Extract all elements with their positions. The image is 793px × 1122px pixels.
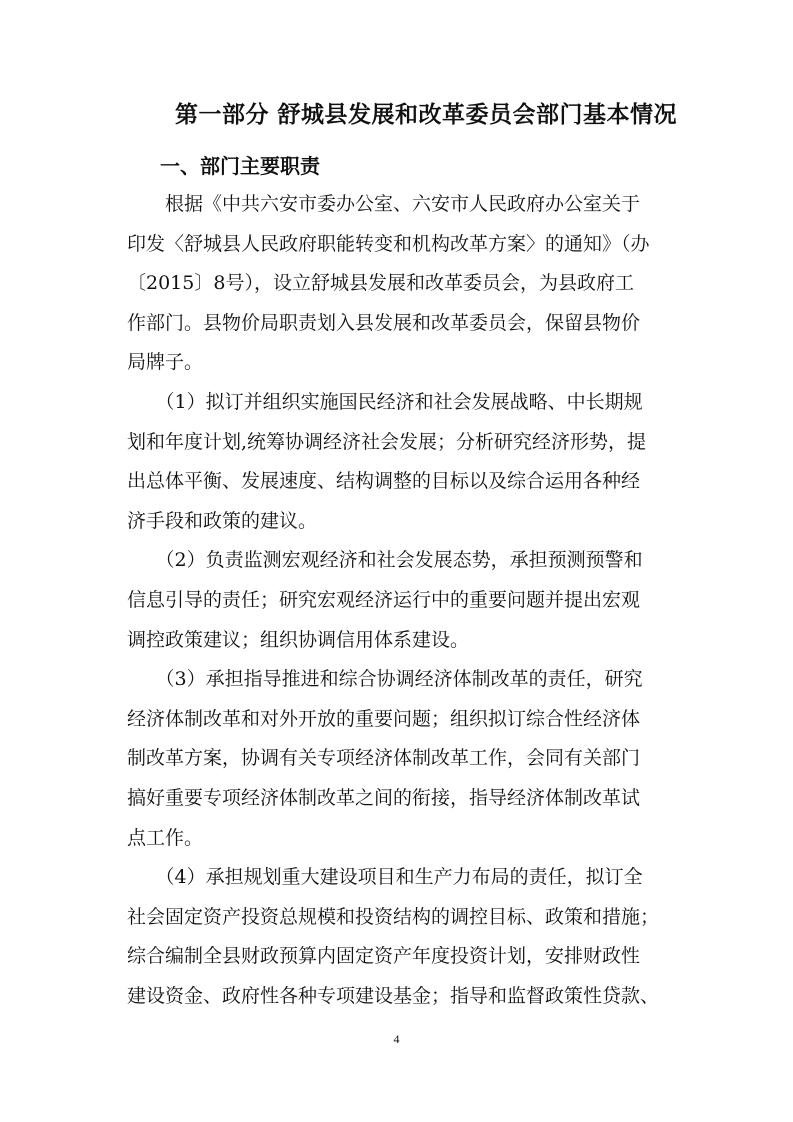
text-line: 调控政策建议；组织协调信用体系建设。	[127, 628, 470, 651]
paragraph	[127, 858, 697, 1016]
text-line: 建设资金、政府性各种专项建设基金；指导和监督政策性贷款、	[127, 984, 660, 1007]
text-line: 经济体制改革和对外开放的重要问题；组织拟订综合性经济体	[127, 707, 641, 730]
text-line: （1）拟订并组织实施国民经济和社会发展战略、中长期规	[127, 390, 643, 413]
body-content	[127, 185, 697, 1016]
text-line: （4）承担规划重大建设项目和生产力布局的责任，拟订全	[127, 866, 643, 889]
paragraph	[127, 541, 697, 660]
text-line: 点工作。	[127, 826, 204, 849]
text-line: 作部门。县物价局职责划入县发展和改革委员会，保留县物价	[127, 311, 641, 334]
text-line: 搞好重要专项经济体制改革之间的衔接，指导经济体制改革试	[127, 786, 641, 809]
text-line: 社会固定资产投资总规模和投资结构的调控目标、政策和措施；	[127, 905, 660, 928]
text-line: 根据《中共六安市委办公室、六安市人民政府办公室关于	[127, 193, 641, 215]
text-line: 综合编制全县财政预算内固定资产年度投资计划，安排财政性	[127, 945, 641, 968]
text-line: 出总体平衡、发展速度、结构调整的目标以及综合运用各种经	[127, 470, 641, 493]
text-line: 济手段和政策的建议。	[127, 509, 318, 532]
text-line: 印发〈舒城县人民政府职能转变和机构改革方案〉的通知》（办	[127, 232, 650, 255]
text-line: 局牌子。	[127, 351, 204, 374]
text-line: （2）负责监测宏观经济和社会发展态势，承担预测预警和	[127, 549, 643, 572]
paragraph	[127, 383, 697, 541]
text-line: 信息引导的责任；研究宏观经济运行中的重要问题并提出宏观	[127, 588, 641, 611]
text-line: （3）承担指导推进和综合协调经济体制改革的责任，研究	[127, 668, 643, 691]
paragraph	[127, 185, 697, 383]
page-title: 第一部分 舒城县发展和改革委员会部门基本情况	[175, 102, 678, 128]
page-number: 4	[393, 1032, 400, 1046]
text-line: 制改革方案，协调有关专项经济体制改革工作，会同有关部门	[127, 747, 641, 770]
text-line: 划和年度计划,统筹协调经济社会发展；分析研究经济形势，提	[127, 430, 647, 453]
section-heading: 一、部门主要职责	[160, 154, 320, 178]
paragraph	[127, 660, 697, 858]
text-line: 〔2015〕8号），设立舒城县发展和改革委员会，为县政府工	[127, 272, 634, 295]
